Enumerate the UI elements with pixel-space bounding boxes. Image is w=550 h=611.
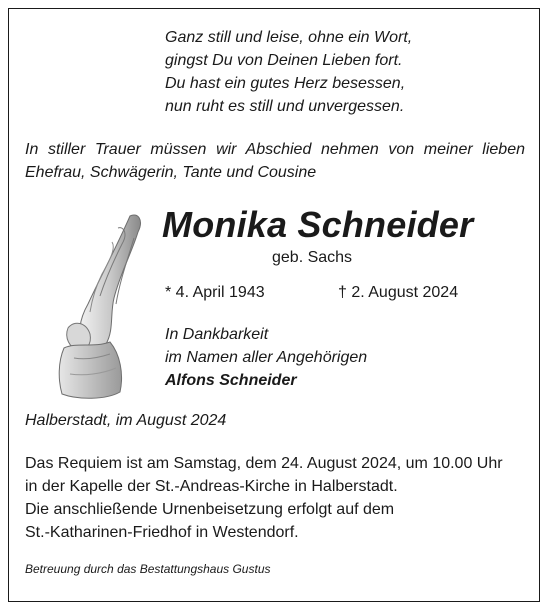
poem-line: Ganz still und leise, ohne ein Wort,	[165, 29, 413, 46]
maiden-name: geb. Sachs	[272, 249, 353, 266]
deceased-name: Monika Schneider	[162, 204, 474, 245]
thanks-block	[165, 323, 367, 392]
service-line: Die anschließende Urnenbeisetzung erfolgt auf dem	[25, 501, 395, 518]
service-line: in der Kapelle der St.-Andreas-Kirche in Halberstadt.	[25, 478, 398, 495]
signer-name: Alfons Schneider	[165, 372, 297, 389]
thanks-line: im Namen aller Angehörigen	[165, 349, 368, 366]
poem-line: Du hast ein gutes Herz besessen,	[165, 75, 406, 92]
poem	[165, 26, 412, 118]
service-line: St.-Katharinen-Friedhof in Westendorf.	[25, 524, 299, 541]
poem-line: nun ruht es still und unvergessen.	[165, 98, 405, 115]
service-info	[25, 452, 503, 544]
service-line: Das Requiem ist am Samstag, dem 24. August 2024, um 10.00 Uhr	[25, 455, 503, 472]
death-date: † 2. August 2024	[338, 284, 459, 301]
intro-text: In stiller Trauer müssen wir Abschied nehmen von meiner lieben Ehefrau, Schwägerin, Tante und Cousine	[25, 141, 525, 181]
funeral-home-credit: Betreuung durch das Bestattungshaus Gustus	[25, 562, 271, 576]
birth-date: * 4. April 1943	[165, 284, 265, 301]
place-date: Halberstadt, im August 2024	[25, 412, 227, 429]
praying-hands-icon	[34, 208, 160, 408]
poem-line: gingst Du von Deinen Lieben fort.	[165, 52, 403, 69]
thanks-line: In Dankbarkeit	[165, 326, 269, 343]
